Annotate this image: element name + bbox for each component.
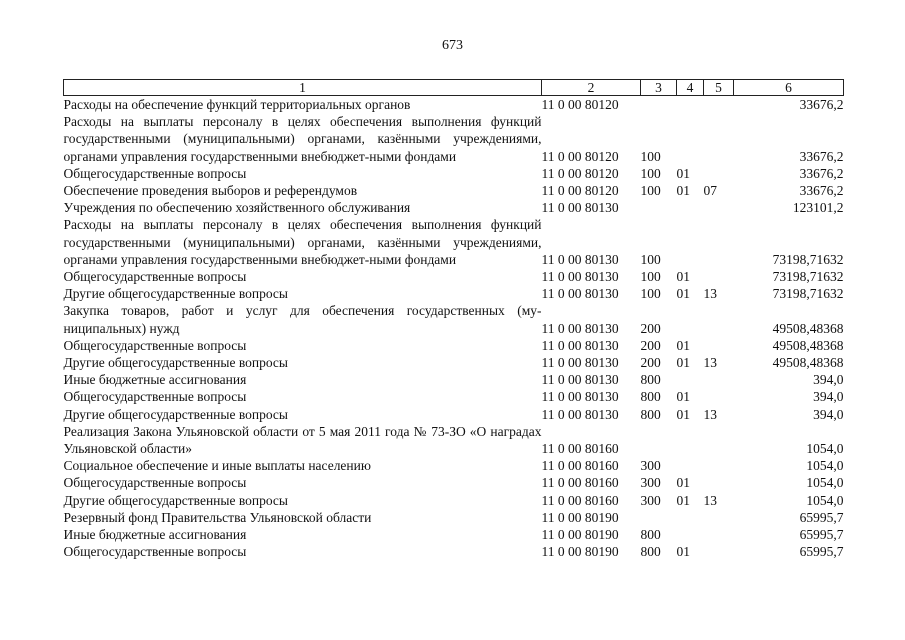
expense-type: 100	[640, 165, 661, 181]
table-row	[64, 509, 844, 526]
amount: 73198,71632	[772, 251, 844, 267]
target-code: 11 0 00 80160	[541, 458, 619, 474]
subsection-code	[704, 337, 734, 354]
target-code: 11 0 00 80190	[541, 527, 619, 543]
subsection-code	[704, 165, 734, 182]
target-code: 11 0 00 80130	[541, 406, 619, 422]
header-row	[64, 80, 844, 96]
expense-name: Расходы на обеспечение функций территориальных органов	[63, 97, 411, 112]
column-header-1: 1	[64, 80, 542, 96]
table-row	[64, 492, 844, 509]
table-row	[64, 268, 844, 285]
target-code: 11 0 00 80130	[541, 251, 619, 267]
target-code: 11 0 00 80130	[541, 320, 619, 336]
table-row	[64, 543, 844, 560]
section-code: 01	[676, 355, 690, 371]
amount: 33676,2	[799, 97, 844, 112]
table-row	[64, 216, 844, 268]
table-row	[64, 371, 844, 388]
expense-type: 300	[640, 492, 661, 508]
expense-name: Резервный фонд Правительства Ульяновской области	[63, 509, 372, 525]
expense-type: 200	[640, 355, 661, 371]
amount: 49508,48368	[772, 355, 844, 371]
column-header-2: 2	[542, 80, 641, 96]
subsection-code: 13	[703, 286, 717, 302]
section-code	[677, 96, 704, 114]
subsection-code	[704, 371, 734, 388]
expense-type: 200	[640, 320, 661, 336]
subsection-code	[704, 388, 734, 405]
expense-type	[641, 96, 677, 114]
target-code: 11 0 00 80130	[541, 389, 619, 405]
target-code: 11 0 00 80130	[541, 355, 619, 371]
amount: 33676,2	[799, 183, 844, 199]
expense-type: 100	[640, 269, 661, 285]
section-code: 01	[676, 544, 690, 560]
expense-type: 100	[640, 251, 661, 267]
subsection-code	[704, 474, 734, 491]
section-code	[677, 216, 704, 268]
target-code: 11 0 00 80130	[541, 200, 619, 216]
target-code: 11 0 00 80160	[541, 475, 619, 491]
expense-name: Общегосударственные вопросы	[63, 544, 247, 560]
subsection-code: 13	[703, 492, 717, 508]
expense-name: Реализация Закона Ульяновской области от 5 мая 2011 года № 73-ЗО «О наградах Ульяновской области»	[63, 423, 542, 457]
expense-type: 300	[640, 458, 661, 474]
target-code: 11 0 00 80160	[541, 492, 619, 508]
expense-name: Расходы на выплаты персоналу в целях обеспечения выполнения функций государственными (муниципальными) органами, казёнными учреждениями, органами управления государственными внебюджет-ными фондами	[63, 114, 542, 164]
expense-type	[641, 423, 677, 457]
subsection-code	[704, 302, 734, 336]
table-row	[64, 406, 844, 423]
table-row	[64, 165, 844, 182]
expense-type: 800	[640, 406, 661, 422]
expense-type	[641, 199, 677, 216]
table-row	[64, 113, 844, 165]
expense-name: Общегосударственные вопросы	[63, 269, 247, 285]
target-code: 11 0 00 80130	[541, 269, 619, 285]
table-body	[64, 96, 844, 561]
amount: 73198,71632	[772, 269, 844, 285]
subsection-code	[704, 268, 734, 285]
page-number: 673	[442, 38, 463, 53]
section-code: 01	[676, 406, 690, 422]
table-row	[64, 526, 844, 543]
expense-type: 100	[640, 148, 661, 164]
subsection-code	[704, 543, 734, 560]
subsection-code: 07	[703, 183, 717, 199]
subsection-code	[704, 216, 734, 268]
expense-name: Общегосударственные вопросы	[63, 389, 247, 405]
amount: 65995,7	[799, 544, 844, 560]
amount: 49508,48368	[772, 320, 844, 336]
amount: 394,0	[813, 389, 844, 405]
section-code: 01	[676, 389, 690, 405]
expense-name: Социальное обеспечение и иные выплаты населению	[63, 458, 371, 474]
expense-name: Общегосударственные вопросы	[63, 337, 247, 353]
target-code: 11 0 00 80160	[541, 441, 619, 457]
section-code	[677, 509, 704, 526]
section-code	[677, 457, 704, 474]
section-code	[677, 302, 704, 336]
section-code: 01	[676, 269, 690, 285]
section-code: 01	[676, 286, 690, 302]
target-code: 11 0 00 80120	[541, 148, 619, 164]
expense-name: Учреждения по обеспечению хозяйственного обслуживания	[63, 200, 411, 216]
expense-name: Другие общегосударственные вопросы	[63, 492, 288, 508]
section-code: 01	[676, 475, 690, 491]
column-header-5: 5	[704, 80, 734, 96]
amount: 73198,71632	[772, 286, 844, 302]
amount: 1054,0	[806, 492, 844, 508]
expense-type: 100	[640, 286, 661, 302]
column-header-3: 3	[641, 80, 677, 96]
subsection-code	[704, 199, 734, 216]
subsection-code	[704, 526, 734, 543]
target-code: 11 0 00 80190	[541, 544, 619, 560]
section-code: 01	[676, 337, 690, 353]
target-code: 11 0 00 80120	[541, 165, 619, 181]
table-row	[64, 199, 844, 216]
expense-type: 800	[640, 372, 661, 388]
amount: 33676,2	[799, 165, 844, 181]
section-code: 01	[676, 165, 690, 181]
table-row	[64, 354, 844, 371]
table-row	[64, 337, 844, 354]
section-code	[677, 371, 704, 388]
expense-name: Другие общегосударственные вопросы	[63, 286, 288, 302]
expense-name: Расходы на выплаты персоналу в целях обеспечения выполнения функций государственными (муниципальными) органами, казёнными учреждениями, органами управления государственными внебюджет-ными фондами	[63, 217, 542, 267]
amount: 1054,0	[806, 441, 844, 457]
subsection-code	[704, 96, 734, 114]
subsection-code: 13	[703, 406, 717, 422]
section-code: 01	[676, 183, 690, 199]
expense-name: Обеспечение проведения выборов и референдумов	[63, 183, 358, 199]
amount: 65995,7	[799, 527, 844, 543]
section-code	[677, 199, 704, 216]
table-header	[64, 80, 844, 96]
table-row	[64, 457, 844, 474]
table-row	[64, 285, 844, 302]
subsection-code	[704, 509, 734, 526]
amount: 123101,2	[792, 200, 844, 216]
target-code: 11 0 00 80190	[541, 509, 619, 525]
expense-name: Иные бюджетные ассигнования	[63, 372, 247, 388]
table-row	[64, 182, 844, 199]
expense-type	[641, 509, 677, 526]
expense-name: Другие общегосударственные вопросы	[63, 355, 288, 371]
target-code: 11 0 00 80130	[541, 286, 619, 302]
amount: 1054,0	[806, 458, 844, 474]
column-header-4: 4	[677, 80, 704, 96]
section-code: 01	[676, 492, 690, 508]
target-code: 11 0 00 80130	[541, 337, 619, 353]
section-code	[677, 423, 704, 457]
subsection-code	[704, 423, 734, 457]
expense-type: 800	[640, 527, 661, 543]
amount: 1054,0	[806, 475, 844, 491]
table-row	[64, 474, 844, 491]
table-row	[64, 423, 844, 457]
table-row	[64, 96, 844, 114]
subsection-code: 13	[703, 355, 717, 371]
amount: 65995,7	[799, 509, 844, 525]
amount: 394,0	[813, 372, 844, 388]
budget-table	[63, 79, 844, 560]
table-row	[64, 388, 844, 405]
table-row	[64, 302, 844, 336]
expense-name: Иные бюджетные ассигнования	[63, 527, 247, 543]
expense-type: 800	[640, 389, 661, 405]
expense-type: 800	[640, 544, 661, 560]
target-code: 11 0 00 80120	[541, 183, 619, 199]
expense-type: 100	[640, 183, 661, 199]
expense-name: Другие общегосударственные вопросы	[63, 406, 288, 422]
column-header-6: 6	[734, 80, 844, 96]
expense-name: Общегосударственные вопросы	[63, 165, 247, 181]
subsection-code	[704, 457, 734, 474]
expense-type: 300	[640, 475, 661, 491]
expense-name: Закупка товаров, работ и услуг для обеспечения государственных (му-ниципальных) нужд	[63, 303, 542, 336]
expense-type: 200	[640, 337, 661, 353]
amount: 49508,48368	[772, 337, 844, 353]
amount: 33676,2	[799, 148, 844, 164]
section-code	[677, 113, 704, 165]
subsection-code	[704, 113, 734, 165]
target-code: 11 0 00 80130	[541, 372, 619, 388]
amount: 394,0	[813, 406, 844, 422]
expense-name: Общегосударственные вопросы	[63, 475, 247, 491]
target-code: 11 0 00 80120	[541, 97, 619, 112]
section-code	[677, 526, 704, 543]
